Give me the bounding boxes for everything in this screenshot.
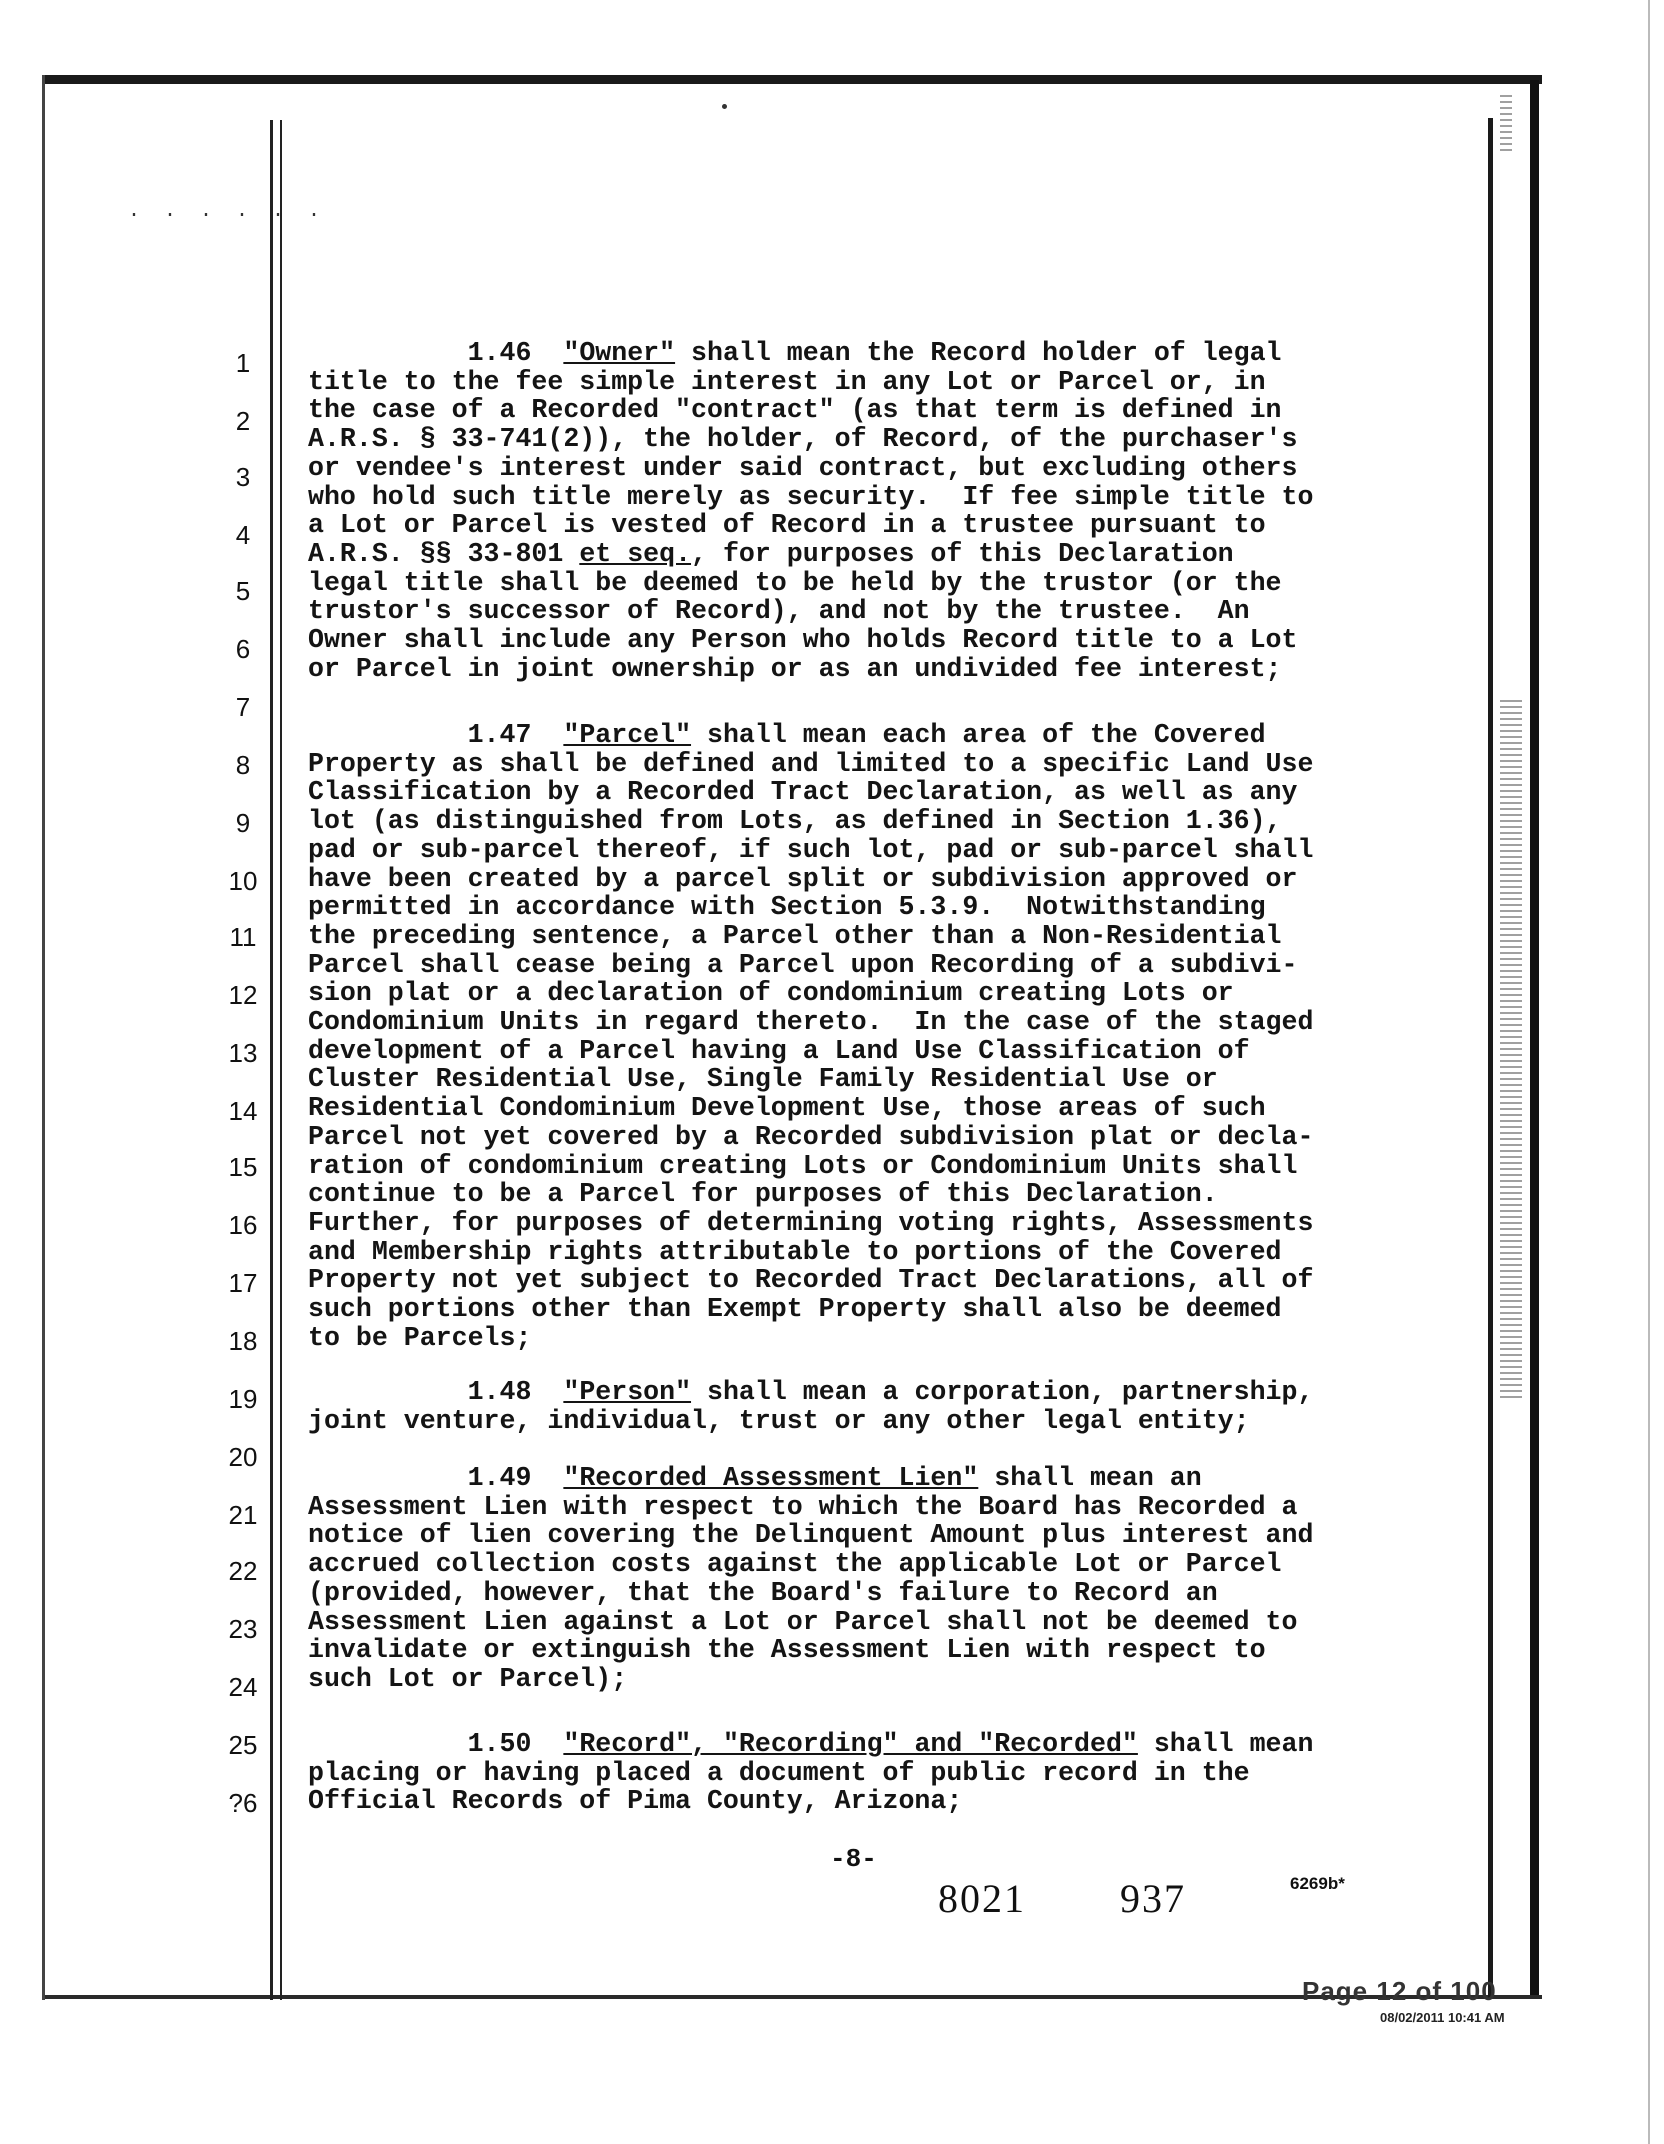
text-line: permitted in accordance with Section 5.3.9. Notwithstanding — [308, 892, 1266, 923]
section-number: 1.50 — [467, 1729, 532, 1759]
text-line: Cluster Residential Use, Single Family Residential Use or — [308, 1064, 1218, 1095]
line-number: 25 — [228, 1730, 258, 1760]
paragraph-1-47 — [308, 721, 1428, 1352]
line-number: 12 — [228, 980, 258, 1010]
text-line: trustor's successor of Record), and not by the trustee. An — [308, 596, 1250, 627]
section-number: 1.46 — [467, 338, 532, 368]
line-number: 14 — [228, 1096, 258, 1126]
text-line: , for purposes of this Declaration — [691, 538, 1234, 569]
document-code: 6269b* — [1290, 1874, 1345, 1893]
defined-term: "Parcel" — [563, 720, 692, 750]
text-line: such portions other than Exempt Property shall also be deemed — [308, 1294, 1282, 1325]
text-line: Official Records of Pima County, Arizona; — [308, 1786, 963, 1817]
line-number: 17 — [228, 1268, 258, 1298]
section-number: 1.48 — [467, 1377, 532, 1407]
line-number: 4 — [235, 520, 251, 550]
line-number: 24 — [228, 1672, 258, 1702]
line-number: 10 — [228, 866, 258, 896]
docket-page: 937 — [1120, 1876, 1186, 1921]
text-line: the preceding sentence, a Parcel other than a Non-Residential — [308, 920, 1282, 951]
text-line: notice of lien covering the Delinquent Amount plus interest and — [308, 1520, 1314, 1551]
text-line: legal title shall be deemed to be held by the trustor (or the — [308, 567, 1282, 598]
text-line: and Membership rights attributable to portions of the Covered — [308, 1236, 1282, 1267]
margin-rule-right — [1488, 118, 1493, 1998]
text-line: shall mean each area of the Covered — [691, 720, 1266, 750]
text-line: continue to be a Parcel for purposes of this Declaration. — [308, 1179, 1218, 1210]
text-line: Owner shall include any Person who holds Record title to a Lot — [308, 625, 1298, 656]
print-timestamp: 08/02/2011 10:41 AM — [1380, 2010, 1505, 2025]
line-number: 9 — [235, 808, 251, 838]
line-number: 13 — [228, 1038, 258, 1068]
scan-edge — [1648, 0, 1650, 2144]
text-line: Parcel not yet covered by a Recorded subdivision plat or decla- — [308, 1121, 1314, 1152]
line-number: 8 — [235, 750, 251, 780]
defined-term: "Record", "Recording" and "Recorded" — [563, 1729, 1138, 1759]
line-number: 6 — [235, 634, 251, 664]
line-number: 22 — [228, 1556, 258, 1586]
scan-noise-top — [1500, 95, 1512, 155]
defined-term: "Owner" — [563, 338, 676, 368]
text-line: (provided, however, that the Board's failure to Record an — [308, 1577, 1218, 1608]
text-line: the case of a Recorded "contract" (as that term is defined in — [308, 395, 1282, 426]
docket-number: 8021 — [938, 1876, 1026, 1921]
text-line: ration of condominium creating Lots or Condominium Units shall — [308, 1150, 1298, 1181]
line-number: 3 — [235, 462, 251, 492]
line-number: 21 — [228, 1500, 258, 1530]
text-line: invalidate or extinguish the Assessment Lien with respect to — [308, 1635, 1266, 1666]
left-border-rule — [42, 75, 45, 2000]
text-line: accrued collection costs against the applicable Lot or Parcel — [308, 1549, 1282, 1580]
text-line: lot (as distinguished from Lots, as defined in Section 1.36), — [308, 806, 1282, 837]
text-line: such Lot or Parcel); — [308, 1663, 628, 1694]
section-number: 1.49 — [467, 1463, 532, 1493]
text-line: shall mean the Record holder of legal — [675, 338, 1282, 368]
defined-term: "Person" — [563, 1377, 692, 1407]
line-number: 7 — [235, 692, 251, 722]
scan-noise-strip — [1500, 700, 1522, 1400]
paragraph-1-50 — [308, 1730, 1428, 1816]
line-number: 16 — [228, 1210, 258, 1240]
text-line: or vendee's interest under said contract, but excluding others — [308, 452, 1298, 483]
text-line: Classification by a Recorded Tract Declaration, as well as any — [308, 777, 1298, 808]
scan-dot — [722, 104, 727, 109]
line-number: 15 — [228, 1152, 258, 1182]
text-line: Parcel shall cease being a Parcel upon Recording of a subdivi- — [308, 949, 1298, 980]
line-number: 2 — [235, 406, 251, 436]
scan-specks: . . . . . . — [128, 200, 327, 223]
text-line: shall mean — [1137, 1729, 1314, 1759]
defined-term: "Recorded Assessment Lien" — [563, 1463, 979, 1493]
text-line: A.R.S. §§ 33-801 — [308, 538, 580, 569]
page-edge-right — [1530, 80, 1539, 1995]
text-line: to be Parcels; — [308, 1322, 532, 1353]
text-line: or Parcel in joint ownership or as an undivided fee interest; — [308, 653, 1282, 684]
text-line: A.R.S. § 33-741(2)), the holder, of Record, of the purchaser's — [308, 424, 1298, 455]
top-border-rule — [42, 75, 1542, 84]
page-stamp: Page 12 of 100 — [1302, 1976, 1497, 2006]
text-line: placing or having placed a document of public record in the — [308, 1757, 1250, 1788]
text-line: Further, for purposes of determining voting rights, Assessments — [308, 1207, 1314, 1238]
line-number: 5 — [235, 576, 251, 606]
line-number: 19 — [228, 1384, 258, 1414]
text-line: Property not yet subject to Recorded Tract Declarations, all of — [308, 1265, 1314, 1296]
paragraph-1-48 — [308, 1378, 1428, 1435]
section-number: 1.47 — [467, 720, 532, 750]
line-number: ?6 — [228, 1788, 258, 1818]
text-line: have been created by a parcel split or subdivision approved or — [308, 863, 1298, 894]
line-number: 11 — [229, 922, 257, 952]
text-line: shall mean a corporation, partnership, — [691, 1377, 1314, 1407]
text-line: Residential Condominium Development Use, those areas of such — [308, 1093, 1266, 1124]
paragraph-1-46 — [308, 339, 1428, 683]
text-line: shall mean an — [978, 1463, 1202, 1493]
text-line: a Lot or Parcel is vested of Record in a trustee pursuant to — [308, 510, 1266, 541]
et-seq: et seq. — [579, 538, 692, 569]
line-number: 23 — [228, 1614, 258, 1644]
line-number: 20 — [228, 1442, 258, 1472]
margin-rule-left — [270, 120, 273, 2000]
text-line: pad or sub-parcel thereof, if such lot, pad or sub-parcel shall — [308, 834, 1314, 865]
page-number: -8- — [830, 1844, 877, 1874]
line-number: 1 — [235, 348, 251, 378]
line-number: 18 — [228, 1326, 258, 1356]
paragraph-1-49 — [308, 1464, 1428, 1694]
text-line: sion plat or a declaration of condominium creating Lots or — [308, 978, 1234, 1009]
text-line: Condominium Units in regard thereto. In the case of the staged — [308, 1007, 1314, 1038]
text-line: Assessment Lien against a Lot or Parcel shall not be deemed to — [308, 1606, 1298, 1637]
text-line: Assessment Lien with respect to which the Board has Recorded a — [308, 1491, 1298, 1522]
margin-rule-left-inner — [280, 120, 282, 2000]
text-line: development of a Parcel having a Land Use Classification of — [308, 1035, 1250, 1066]
text-line: who hold such title merely as security. If fee simple title to — [308, 481, 1314, 512]
text-line: joint venture, individual, trust or any other legal entity; — [308, 1405, 1250, 1436]
text-line: title to the fee simple interest in any Lot or Parcel or, in — [308, 366, 1266, 397]
text-line: Property as shall be defined and limited to a specific Land Use — [308, 748, 1314, 779]
